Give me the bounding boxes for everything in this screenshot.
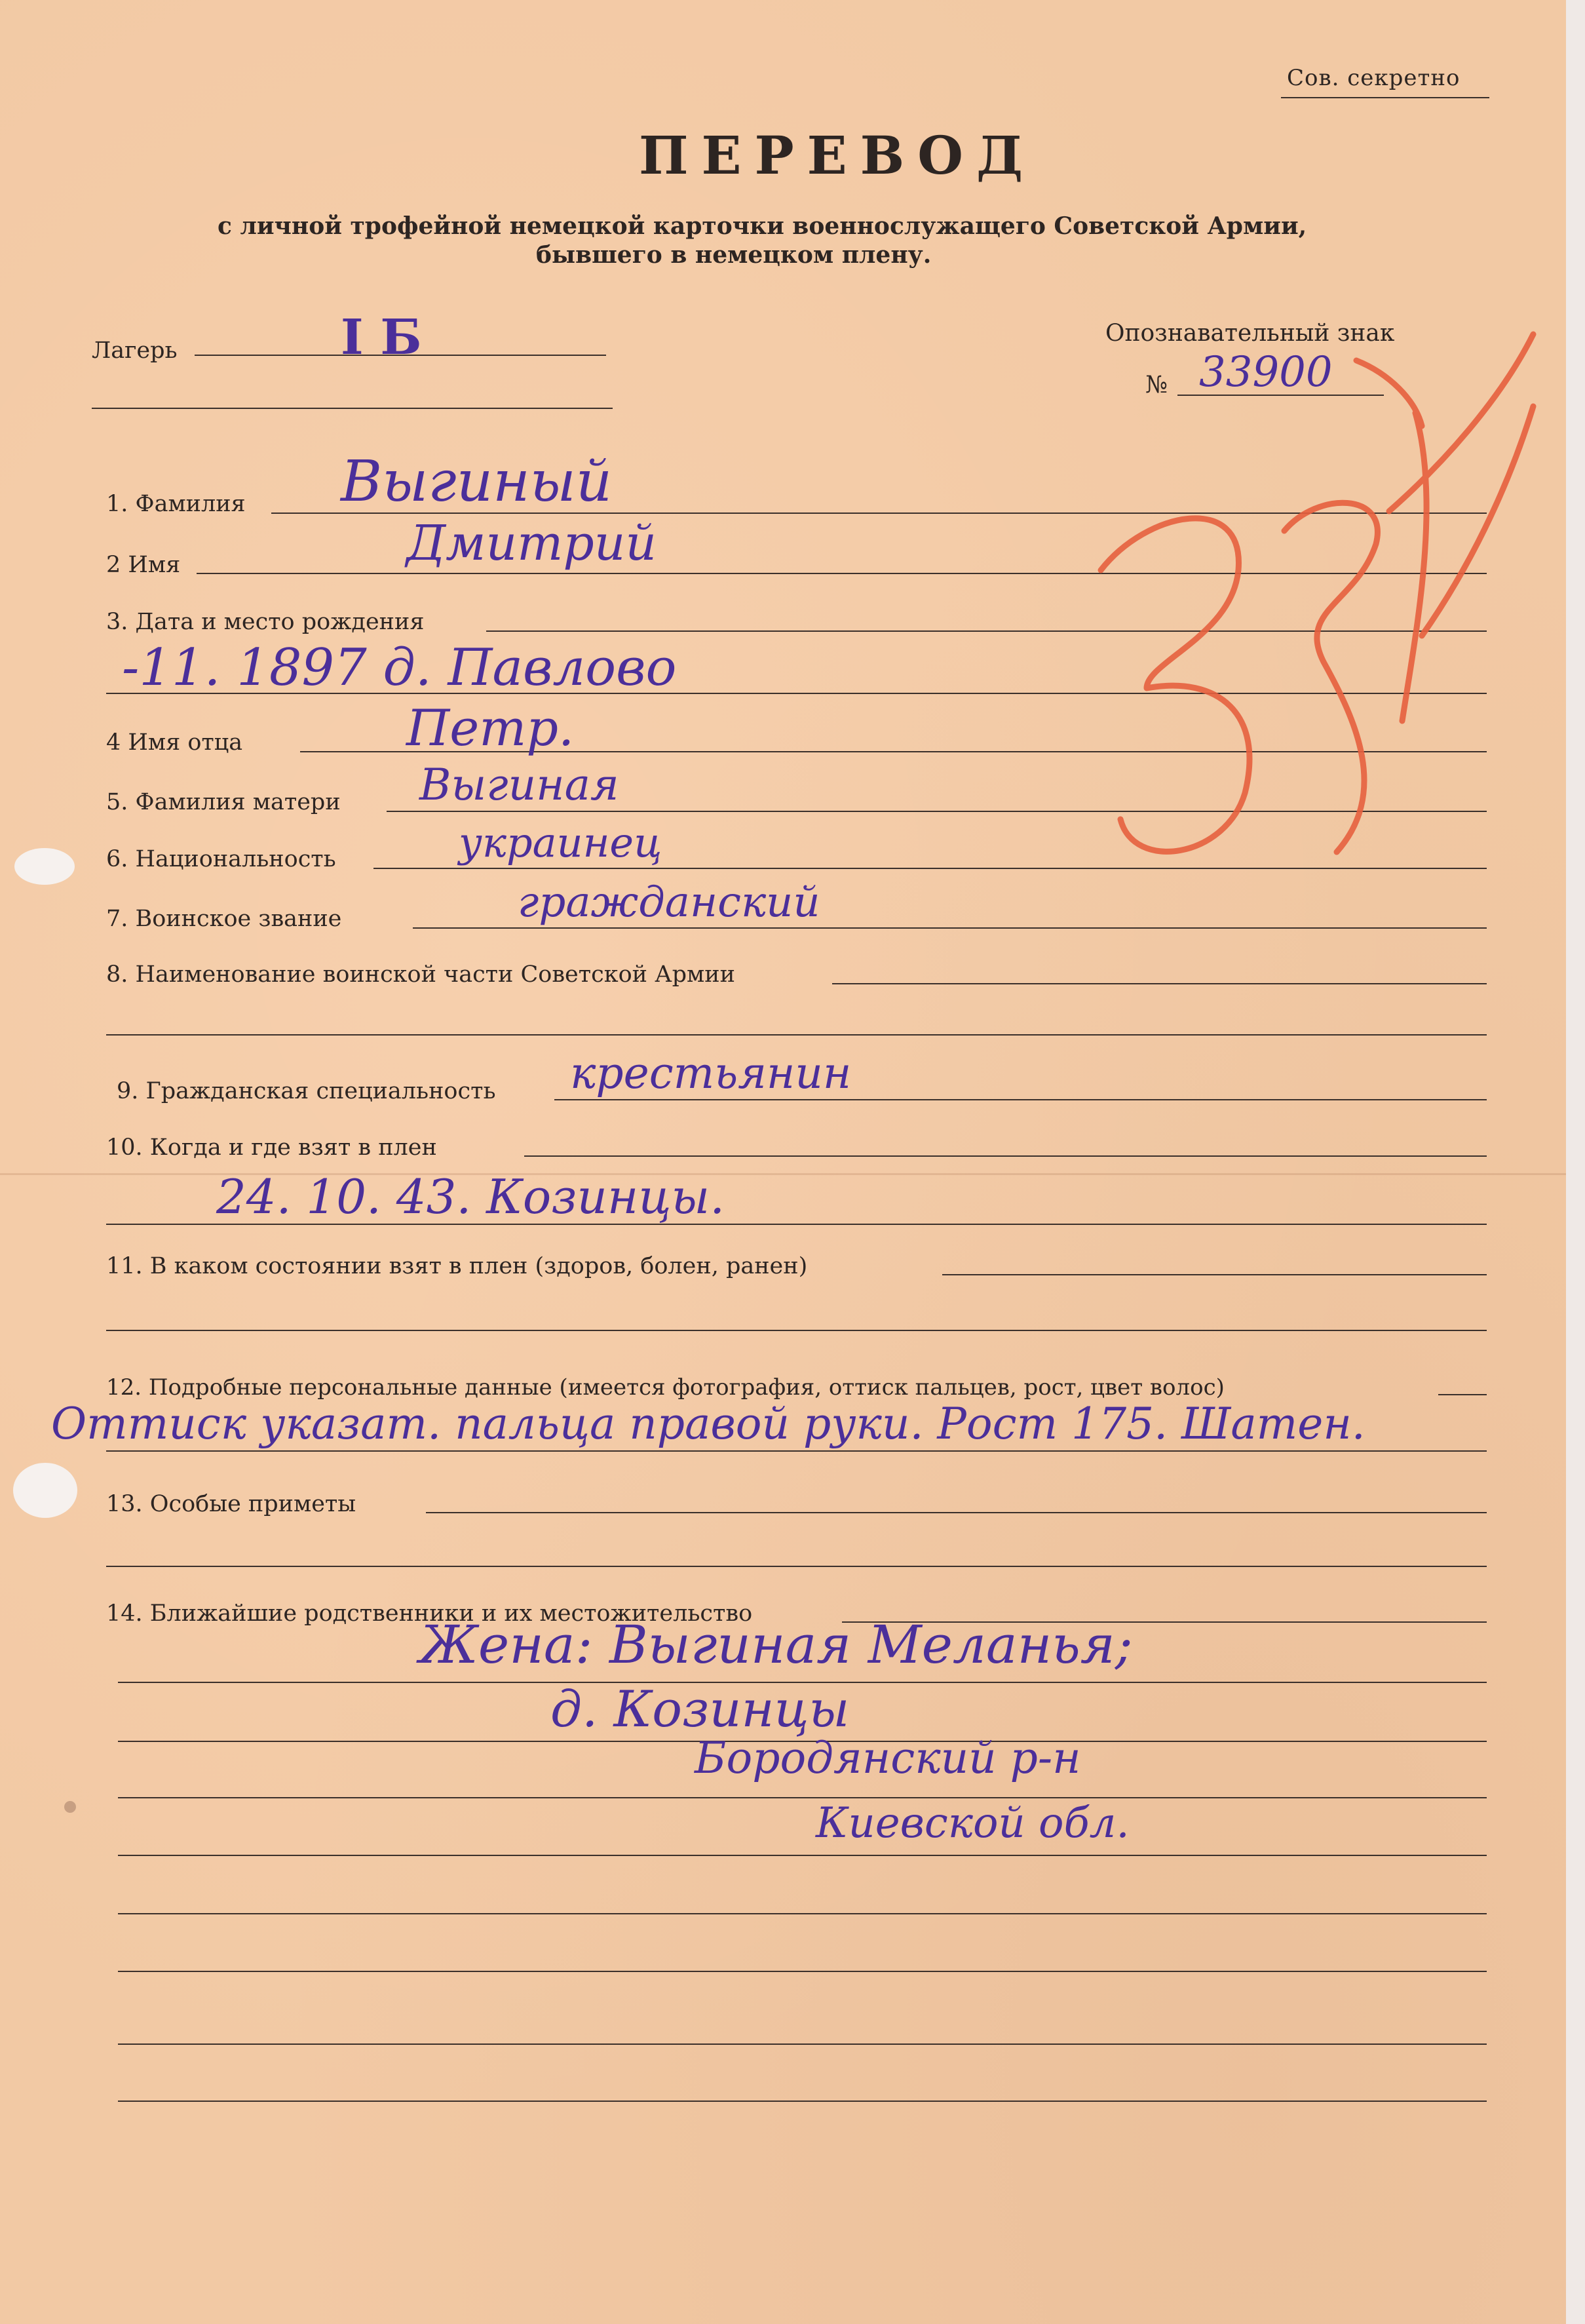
binder-hole-top bbox=[14, 848, 75, 885]
field-10-value: 24. 10. 43. Козинцы. bbox=[216, 1169, 725, 1224]
page-edge bbox=[1566, 0, 1585, 2324]
id-number-label: № bbox=[1145, 372, 1168, 398]
field-12-line bbox=[1438, 1394, 1487, 1395]
field-11-label: 11. В каком состоянии взят в плен (здоров, болен, ранен) bbox=[106, 1253, 808, 1279]
field-10-line bbox=[524, 1155, 1487, 1157]
id-mark-label: Опознавательный знак bbox=[1105, 320, 1395, 347]
camp-value: I Б bbox=[341, 309, 422, 366]
field-10-second-line bbox=[106, 1224, 1487, 1225]
subtitle-line-2: бывшего в немецком плену. bbox=[536, 241, 932, 269]
field-6-label: 6. Национальность bbox=[106, 846, 336, 872]
id-number-value: 33900 bbox=[1199, 348, 1333, 397]
field-12-label: 12. Подробные персональные данные (имеется фотография, оттиск пальцев, рост, цвет волос) bbox=[106, 1374, 1225, 1401]
field-14-label: 14. Ближайшие родственники и их местожительство bbox=[106, 1600, 753, 1627]
field-12-value: Оттиск указат. пальца правой руки. Рост 175. Шатен. bbox=[51, 1399, 1365, 1449]
field-11-line bbox=[942, 1274, 1487, 1275]
document-title: ПЕРЕВОД bbox=[639, 125, 1037, 186]
field-13-line bbox=[426, 1512, 1487, 1513]
field-8-label: 8. Наименование воинской части Советской Армии bbox=[106, 961, 735, 988]
binder-hole-bottom bbox=[13, 1463, 77, 1518]
field-9-line bbox=[554, 1099, 1487, 1100]
field-2-value: Дмитрий bbox=[406, 515, 657, 571]
field-7-label: 7. Воинское звание bbox=[106, 906, 342, 932]
field-8-line bbox=[832, 983, 1487, 984]
field-14-rule-7 bbox=[118, 2043, 1487, 2045]
field-14-rule-5 bbox=[118, 1913, 1487, 1914]
field-10-label: 10. Когда и где взят в плен bbox=[106, 1134, 437, 1161]
field-1-value: Выгиный bbox=[341, 449, 613, 514]
field-14-rule-3 bbox=[118, 1797, 1487, 1798]
field-4-value: Петр. bbox=[406, 699, 575, 757]
field-13-second-line bbox=[106, 1566, 1487, 1567]
field-5-label: 5. Фамилия матери bbox=[106, 789, 341, 815]
subtitle-line-1: с личной трофейной немецкой карточки военнослужащего Советской Армии, bbox=[218, 212, 1307, 240]
field-14-rule-8 bbox=[118, 2101, 1487, 2102]
field-7-value: гражданский bbox=[518, 878, 820, 927]
field-8-second-line bbox=[106, 1034, 1487, 1036]
field-9-value: крестьянин bbox=[570, 1048, 852, 1098]
red-pencil-marking bbox=[1048, 295, 1546, 885]
field-4-label: 4 Имя отца bbox=[106, 729, 243, 756]
field-2-label: 2 Имя bbox=[106, 552, 181, 578]
relatives-line-2: д. Козинцы bbox=[550, 1680, 850, 1738]
relatives-line-1: Жена: Выгиная Меланья; bbox=[419, 1614, 1133, 1675]
paper-speck bbox=[64, 1801, 76, 1813]
field-5-value: Выгиная bbox=[419, 760, 619, 810]
field-12-second-line bbox=[106, 1450, 1487, 1452]
field-7-line bbox=[413, 927, 1487, 929]
relatives-line-3: Бородянский р-н bbox=[695, 1733, 1081, 1783]
field-3-label: 3. Дата и место рождения bbox=[106, 609, 425, 635]
camp-second-line bbox=[92, 408, 613, 409]
field-13-label: 13. Особые приметы bbox=[106, 1491, 356, 1517]
relatives-line-4: Киевской обл. bbox=[816, 1799, 1130, 1848]
field-11-second-line bbox=[106, 1330, 1487, 1331]
classification-mark: Сов. секретно bbox=[1287, 65, 1461, 91]
field-6-value: украинец bbox=[459, 819, 662, 866]
field-14-rule-6 bbox=[118, 1971, 1487, 1972]
classification-underline bbox=[1281, 97, 1489, 98]
field-9-label: 9. Гражданская специальность bbox=[117, 1078, 496, 1104]
field-1-label: 1. Фамилия bbox=[106, 491, 246, 517]
field-3-value: -11. 1897 д. Павлово bbox=[122, 638, 677, 697]
field-14-rule-4 bbox=[118, 1855, 1487, 1856]
camp-label: Лагерь bbox=[92, 338, 178, 364]
